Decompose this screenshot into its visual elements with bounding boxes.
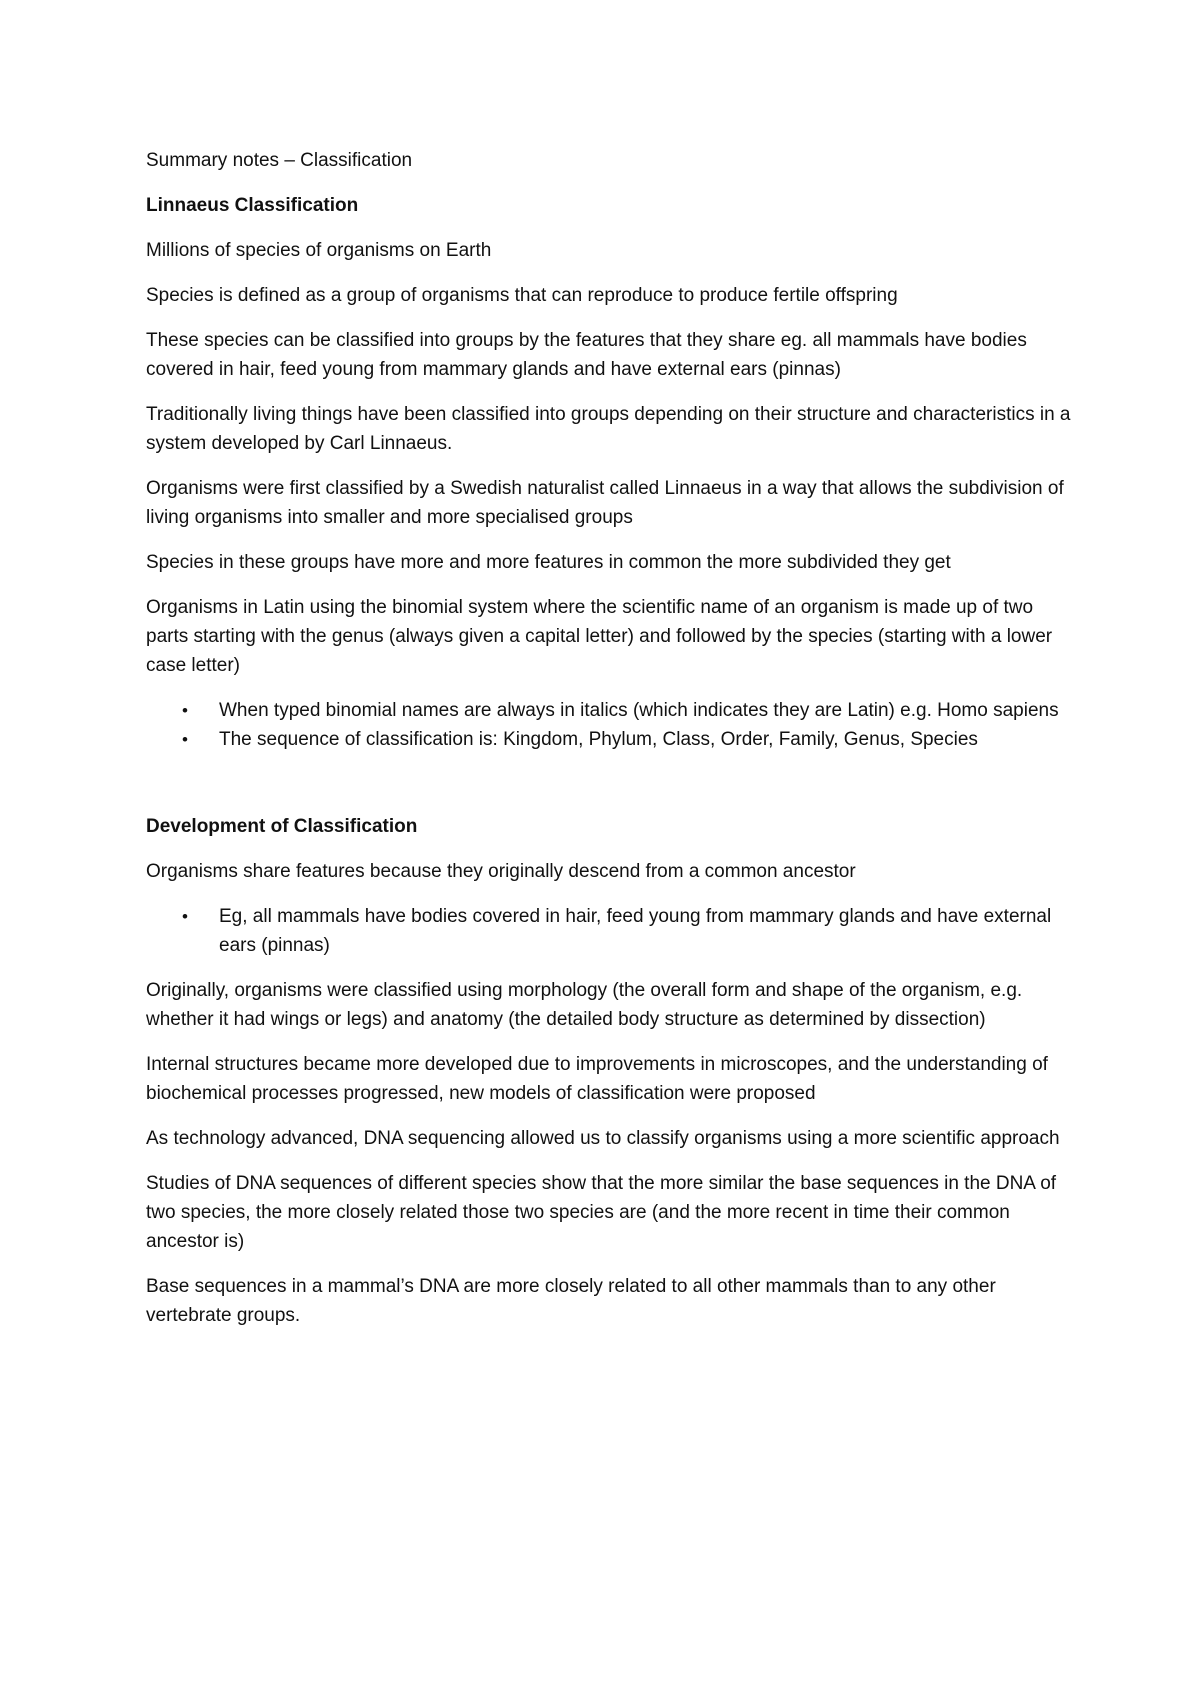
- list-item: [146, 696, 1076, 725]
- list-item: [146, 725, 1076, 754]
- list-item-text: The sequence of classification is: Kingdom, Phylum, Class, Order, Family, Genus, Species: [219, 729, 978, 750]
- document-page: [146, 146, 1076, 1346]
- paragraph: Organisms share features because they originally descend from a common ancestor: [146, 861, 856, 882]
- list-item-text: Eg, all mammals have bodies covered in hair, feed young from mammary glands and have external ears (pinnas): [219, 906, 1052, 956]
- paragraph: Organisms were first classified by a Swedish naturalist called Linnaeus in a way that allows the subdivision of living organisms into smaller and more specialised groups: [146, 478, 1064, 528]
- paragraph: Internal structures became more developed due to improvements in microscopes, and the understanding of biochemical processes progressed, new models of classification were proposed: [146, 1054, 1048, 1104]
- paragraph: Millions of species of organisms on Earth: [146, 240, 492, 261]
- paragraph: Traditionally living things have been classified into groups depending on their structure and characteristics in a system developed by Carl Linnaeus.: [146, 404, 1071, 454]
- list-item: [146, 902, 1076, 960]
- paragraph: Base sequences in a mammal’s DNA are more closely related to all other mammals than to any other vertebrate groups.: [146, 1276, 996, 1326]
- paragraph: Species is defined as a group of organisms that can reproduce to produce fertile offspring: [146, 285, 898, 306]
- section-heading-development: Development of Classification: [146, 816, 418, 837]
- bullet-icon: •: [182, 907, 188, 926]
- bullet-list: [146, 696, 1076, 754]
- document-title: Summary notes – Classification: [146, 150, 413, 171]
- paragraph: Organisms in Latin using the binomial system where the scientific name of an organism is made up of two parts starting with the genus (always given a capital letter) and followed by the species (starting with a lower case letter): [146, 597, 1053, 676]
- paragraph: Species in these groups have more and more features in common the more subdivided they get: [146, 552, 951, 573]
- section-spacer: [146, 770, 1076, 812]
- paragraph: Originally, organisms were classified using morphology (the overall form and shape of the organism, e.g. whether it had wings or legs) and anatomy (the detailed body structure as determined by dissection): [146, 980, 1023, 1030]
- bullet-icon: •: [182, 730, 188, 749]
- paragraph: These species can be classified into groups by the features that they share eg. all mammals have bodies covered in hair, feed young from mammary glands and have external ears (pinnas): [146, 330, 1027, 380]
- section-heading-linnaeus: Linnaeus Classification: [146, 195, 359, 216]
- list-item-text: When typed binomial names are always in italics (which indicates they are Latin) e.g. Homo sapiens: [219, 700, 1059, 721]
- bullet-list: [146, 902, 1076, 960]
- bullet-icon: •: [182, 701, 188, 720]
- paragraph: Studies of DNA sequences of different species show that the more similar the base sequences in the DNA of two species, the more closely related those two species are (and the more recent in time their common ancestor is): [146, 1173, 1057, 1252]
- paragraph: As technology advanced, DNA sequencing allowed us to classify organisms using a more scientific approach: [146, 1128, 1060, 1149]
